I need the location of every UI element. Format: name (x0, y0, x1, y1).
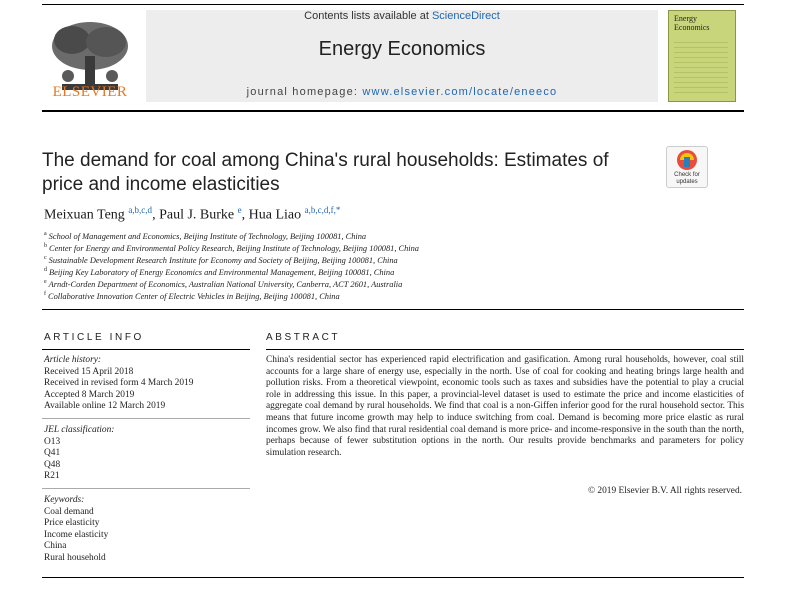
top-rule (42, 4, 744, 5)
affiliation-text: Collaborative Innovation Center of Electric Vehicles in Beijing, Beijing 100081, China (48, 291, 340, 301)
publisher-wordmark: ELSEVIER (52, 84, 128, 100)
homepage-prefix: journal homepage: (246, 86, 363, 98)
affiliation-text: Center for Energy and Environmental Policy Research, Beijing Institute of Technology, Beijing 100081, China (49, 243, 419, 253)
keyword[interactable]: Income elasticity (44, 529, 109, 540)
keyword[interactable]: China (44, 541, 67, 552)
history-item: Available online 12 March 2019 (44, 401, 166, 412)
header-rule (42, 110, 744, 112)
affiliation-text: Arndt-Corden Department of Economics, Australian National University, Canberra, ACT 2601, Australia (48, 279, 403, 289)
article-info-heading: ARTICLE INFO (44, 332, 144, 343)
contents-line (146, 10, 658, 22)
affiliation-mark: c (44, 255, 47, 261)
keyword[interactable]: Price elasticity (44, 518, 100, 529)
section-rule (42, 309, 744, 310)
author-affiliation-marks[interactable]: a,b,c,d,f,* (304, 205, 341, 215)
affiliation-mark: b (44, 243, 47, 249)
affiliation-text: School of Management and Economics, Beijing Institute of Technology, Beijing 100081, China (48, 231, 367, 241)
keywords-label: Keywords: (44, 495, 85, 505)
affiliation (44, 243, 419, 253)
affiliation (44, 291, 340, 301)
cover-pattern (674, 38, 728, 94)
affiliation-text: Sustainable Development Research Institute for Economy and Society of Beijing, Beijing 100081, China (48, 255, 398, 265)
bottom-rule (42, 577, 744, 578)
author-name[interactable]: Meixuan Teng (44, 207, 125, 223)
jel-classification (44, 425, 114, 483)
info-divider (42, 418, 250, 419)
jel-code: O13 (44, 436, 61, 447)
author-affiliation-marks[interactable]: a,b,c,d (128, 205, 153, 215)
copyright-notice: © 2019 Elsevier B.V. All rights reserved. (587, 486, 742, 496)
history-item: Received 15 April 2018 (44, 366, 134, 377)
keywords (44, 495, 108, 565)
affiliation (44, 255, 398, 265)
affiliation (44, 231, 366, 241)
homepage-link[interactable]: www.elsevier.com/locate/eneeco (362, 86, 558, 98)
journal-name[interactable]: Energy Economics (318, 38, 486, 60)
jel-code: R21 (44, 471, 60, 482)
article-info-rule (42, 349, 250, 350)
keyword[interactable]: Rural household (44, 552, 106, 563)
affiliation (44, 267, 394, 277)
affiliation-text: Beijing Key Laboratory of Energy Economics and Environmental Management, Beijing 100081, China (49, 267, 395, 277)
info-divider (42, 488, 250, 489)
jel-code: Q41 (44, 448, 61, 459)
affiliation-mark: d (44, 267, 47, 273)
affiliation-mark: e (44, 279, 47, 285)
contents-prefix: Contents lists available at (304, 10, 432, 22)
author-affiliation-marks[interactable]: e (237, 205, 242, 215)
author-name[interactable]: Paul J. Burke (159, 207, 235, 223)
history-item: Accepted 8 March 2019 (44, 389, 135, 400)
jel-label: JEL classification: (44, 425, 115, 435)
author-list: Meixuan Teng $^{a,b,c,d}$, Paul J. Burke $^e$, Hua Liao $^{a,b,c,d,f,*}$ (44, 205, 341, 223)
abstract-heading: ABSTRACT (266, 332, 341, 343)
cover-title: Energy Economics (674, 14, 710, 32)
check-for-updates-label: Check for updates (674, 172, 700, 185)
jel-code: Q48 (44, 459, 61, 470)
history-item: Received in revised form 4 March 2019 (44, 378, 194, 389)
abstract-rule (266, 349, 744, 350)
article-history (44, 355, 193, 413)
sciencedirect-link[interactable]: ScienceDirect (431, 10, 500, 22)
keyword[interactable]: Coal demand (44, 506, 94, 517)
affiliation-mark: a (44, 231, 47, 237)
history-label: Article history: (44, 355, 102, 365)
journal-homepage (146, 86, 658, 98)
author-name[interactable]: Hua Liao (248, 207, 302, 223)
abstract-text: China's residential sector has experienced rapid electrification and gasification. Among rural households, however, coal still accounts for a large share of energy use, especially in the north. Use of coal for cooking and heating brings large health and pollution risks. From a theoretical viewpoint, economic tools such as taxes and subsidies have the potential to play a crucial role in addressing this issue. In this paper, a provincial-level dataset is used to estimate the price and income elasticities of aggregate coal demand by rural households. We find that coal is a non-Giffen inferior good for the rural household sector. This means that future income growth may help to induce switching from coal. Demand is becoming more price elastic as rural incomes grow. We also find that rural residential coal demand is more price- and income-responsive in the south than the north, perhaps because of fewer substitution options in the north. Our results provide benchmarks and parameters for policy simulation research. (266, 355, 745, 458)
affiliation-mark: f (44, 291, 46, 297)
affiliation (44, 279, 402, 289)
article-title: The demand for coal among China's rural households: Estimates of price and income elasticities (42, 150, 609, 195)
